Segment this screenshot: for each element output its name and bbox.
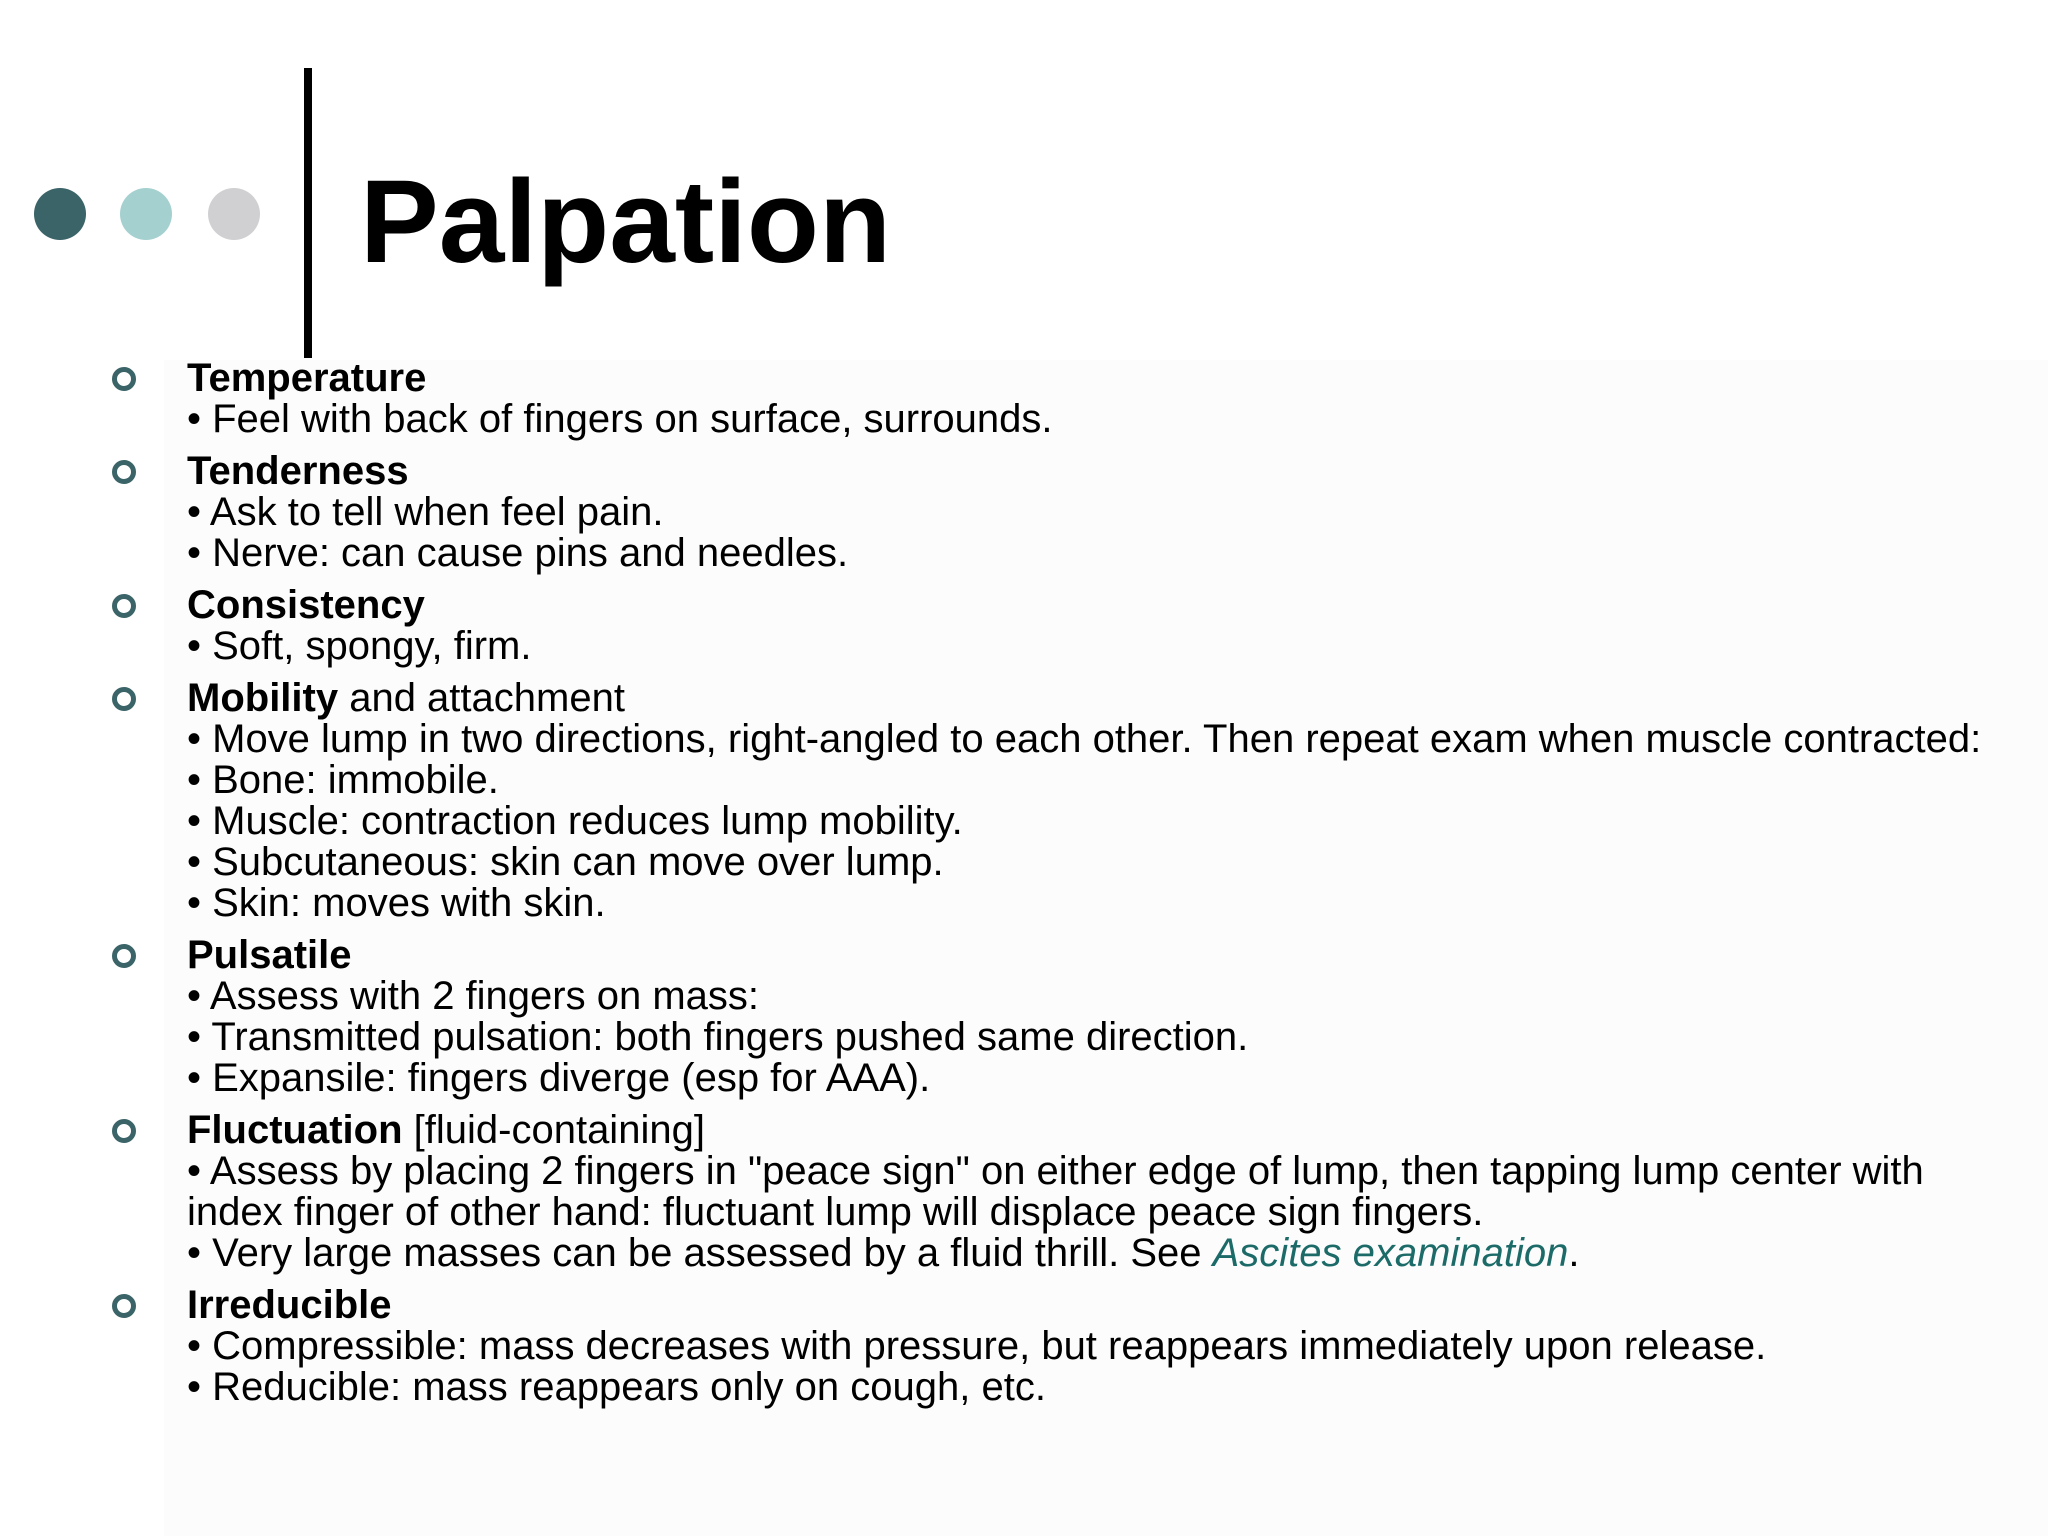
item-detail-with-link	[187, 1233, 2008, 1274]
item-detail: • Transmitted pulsation: both fingers pushed same direction.	[187, 1015, 1249, 1059]
item-heading	[187, 935, 2008, 976]
item-detail: • Ask to tell when feel pain.	[187, 490, 664, 534]
item-detail: • Feel with back of fingers on surface, surrounds.	[187, 397, 1053, 441]
list-item-fluctuation	[0, 1110, 2048, 1274]
list-item-mobility	[0, 678, 2048, 924]
item-heading	[187, 678, 2008, 719]
heading-bold: Temperature	[187, 356, 427, 400]
item-detail: • Reducible: mass reappears only on cough, etc.	[187, 1365, 1046, 1409]
item-detail: • Compressible: mass decreases with pressure, but reappears immediately upon release.	[187, 1324, 1767, 1368]
heading-bold: Fluctuation	[187, 1108, 403, 1152]
slide-title: Palpation	[360, 156, 892, 288]
ring-bullet-icon	[112, 1119, 136, 1143]
item-detail: • Subcutaneous: skin can move over lump.	[187, 840, 944, 884]
ring-bullet-icon	[112, 594, 136, 618]
heading-bold: Consistency	[187, 583, 425, 627]
bullet-list	[0, 358, 2048, 1419]
item-detail: • Assess by placing 2 fingers in "peace sign" on either edge of lump, then tapping lump center with index finger of other hand: fluctuant lump will displace peace sign fingers.	[187, 1149, 1924, 1234]
list-item-tenderness	[0, 451, 2048, 574]
ring-bullet-icon	[112, 367, 136, 391]
heading-bold: Pulsatile	[187, 933, 352, 977]
list-item-pulsatile	[0, 935, 2048, 1099]
item-heading	[187, 451, 2008, 492]
list-item-consistency	[0, 585, 2048, 667]
heading-suffix: [fluid-containing]	[402, 1108, 705, 1152]
link-line-before: • Very large masses can be assessed by a fluid thrill. See	[187, 1231, 1213, 1275]
link-line-after: .	[1568, 1231, 1580, 1275]
item-detail: • Muscle: contraction reduces lump mobility.	[187, 799, 963, 843]
decorative-dot-light	[120, 188, 172, 240]
list-item-irreducible	[0, 1285, 2048, 1408]
ascites-examination-link[interactable]: Ascites examination	[1212, 1231, 1569, 1275]
decorative-dot-grey	[208, 188, 260, 240]
item-detail: • Soft, spongy, firm.	[187, 624, 532, 668]
ring-bullet-icon	[112, 1294, 136, 1318]
item-heading	[187, 1285, 2008, 1326]
title-divider	[304, 68, 312, 358]
heading-bold: Tenderness	[187, 449, 409, 493]
item-detail: • Skin: moves with skin.	[187, 881, 606, 925]
item-detail: • Move lump in two directions, right-angled to each other. Then repeat exam when muscle contracted:	[187, 717, 1982, 761]
item-heading	[187, 358, 2008, 399]
ring-bullet-icon	[112, 944, 136, 968]
heading-suffix: and attachment	[338, 676, 625, 720]
ring-bullet-icon	[112, 460, 136, 484]
item-detail: • Bone: immobile.	[187, 758, 499, 802]
heading-bold: Irreducible	[187, 1283, 392, 1327]
decorative-dot-dark	[34, 188, 86, 240]
heading-bold: Mobility	[187, 676, 339, 720]
ring-bullet-icon	[112, 687, 136, 711]
item-heading	[187, 1110, 2008, 1151]
item-detail: • Nerve: can cause pins and needles.	[187, 531, 849, 575]
list-item-temperature	[0, 358, 2048, 440]
item-heading	[187, 585, 2008, 626]
item-detail: • Expansile: fingers diverge (esp for AAA).	[187, 1056, 931, 1100]
item-detail: • Assess with 2 fingers on mass:	[187, 974, 760, 1018]
